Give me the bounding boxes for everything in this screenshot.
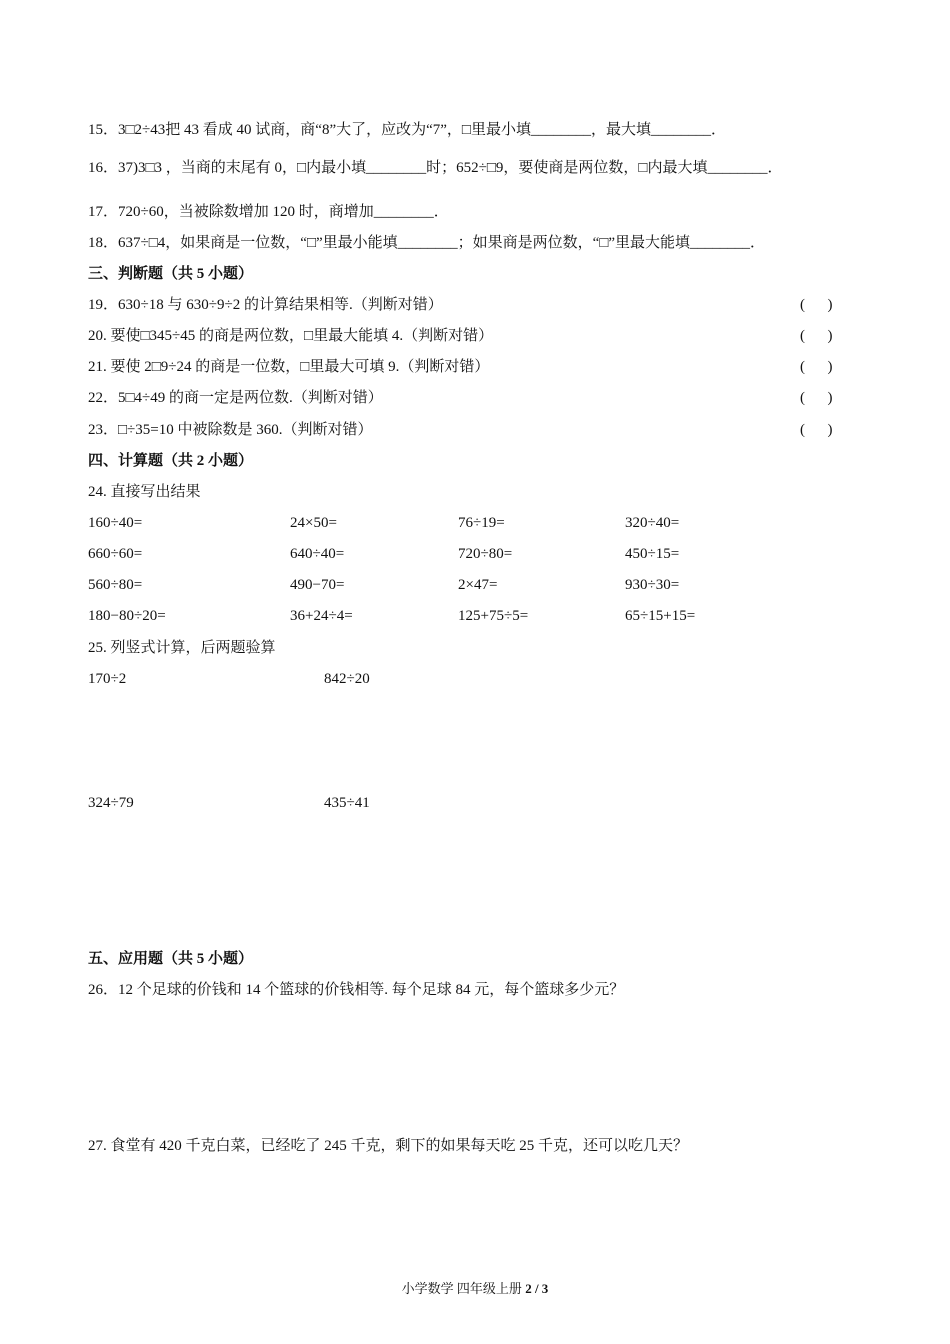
calc-cell: 180−80÷20= [88,608,166,624]
answer-bracket-23[interactable]: ( ) [800,422,833,438]
footer-text: 小学数学 四年级上册 [401,1281,526,1296]
calc-cell: 2×47= [458,577,498,593]
calc-cell: 450÷15= [625,546,680,562]
question-17: 17．720÷60，当被除数增加 120 时，商增加________． [88,204,449,220]
calc-cell: 36+24÷4= [290,608,353,624]
vertical-calc-item: 842÷20 [324,671,370,687]
calc-cell: 65÷15+15= [625,608,696,624]
vertical-calc-item: 324÷79 [88,795,134,811]
calc-cell: 930÷30= [625,577,680,593]
section-3-title: 三、判断题（共 5 小题） [88,266,254,282]
section-4-title: 四、计算题（共 2 小题） [88,453,254,469]
calc-cell: 125+75÷5= [458,608,529,624]
answer-bracket-21[interactable]: ( ) [800,359,833,375]
answer-bracket-19[interactable]: ( ) [800,297,833,313]
judge-item-22: 22．5□4÷49 的商一定是两位数.（判断对错） [88,390,383,406]
question-26: 26．12 个足球的价钱和 14 个篮球的价钱相等. 每个足球 84 元，每个篮球多少元？ [88,982,625,998]
question-25-title: 25. 列竖式计算，后两题验算 [88,640,276,656]
question-24-title: 24. 直接写出结果 [88,484,201,500]
section-5-title: 五、应用题（共 5 小题） [88,951,254,967]
judge-item-19: 19．630÷18 与 630÷9÷2 的计算结果相等.（判断对错） [88,297,443,313]
calc-cell: 76÷19= [458,515,505,531]
judge-item-21: 21. 要使 2□9÷24 的商是一位数，□里最大可填 9.（判断对错） [88,359,490,375]
question-18: 18．637÷□4，如果商是一位数，“□”里最小能填________；如果商是两位数，“□”里最大能填________． [88,235,766,251]
calc-cell: 660÷60= [88,546,143,562]
judge-item-23: 23．□÷35=10 中被除数是 360.（判断对错） [88,422,373,438]
answer-bracket-20[interactable]: ( ) [800,328,833,344]
question-16: 16．37)3□3 ，当商的末尾有 0，□内最小填________时；652÷□9，要使商是两位数，□内最大填________． [88,160,783,176]
question-15: 15．3□2÷43把 43 看成 40 试商，商“8”大了，应改为“7”，□里最小填________，最大填________． [88,122,726,138]
calc-cell: 160÷40= [88,515,143,531]
vertical-calc-item: 170÷2 [88,671,127,687]
calc-cell: 24×50= [290,515,337,531]
page-footer [0,1278,950,1297]
judge-item-20: 20. 要使□345÷45 的商是两位数，□里最大能填 4.（判断对错） [88,328,494,344]
answer-bracket-22[interactable]: ( ) [800,390,833,406]
calc-cell: 490−70= [290,577,345,593]
calc-cell: 720÷80= [458,546,513,562]
vertical-calc-item: 435÷41 [324,795,370,811]
calc-cell: 640÷40= [290,546,345,562]
calc-cell: 320÷40= [625,515,680,531]
page-number: 2 / 3 [525,1281,549,1296]
calc-cell: 560÷80= [88,577,143,593]
question-27: 27. 食堂有 420 千克白菜，已经吃了 245 千克，剩下的如果每天吃 25 千克，还可以吃几天？ [88,1138,689,1154]
